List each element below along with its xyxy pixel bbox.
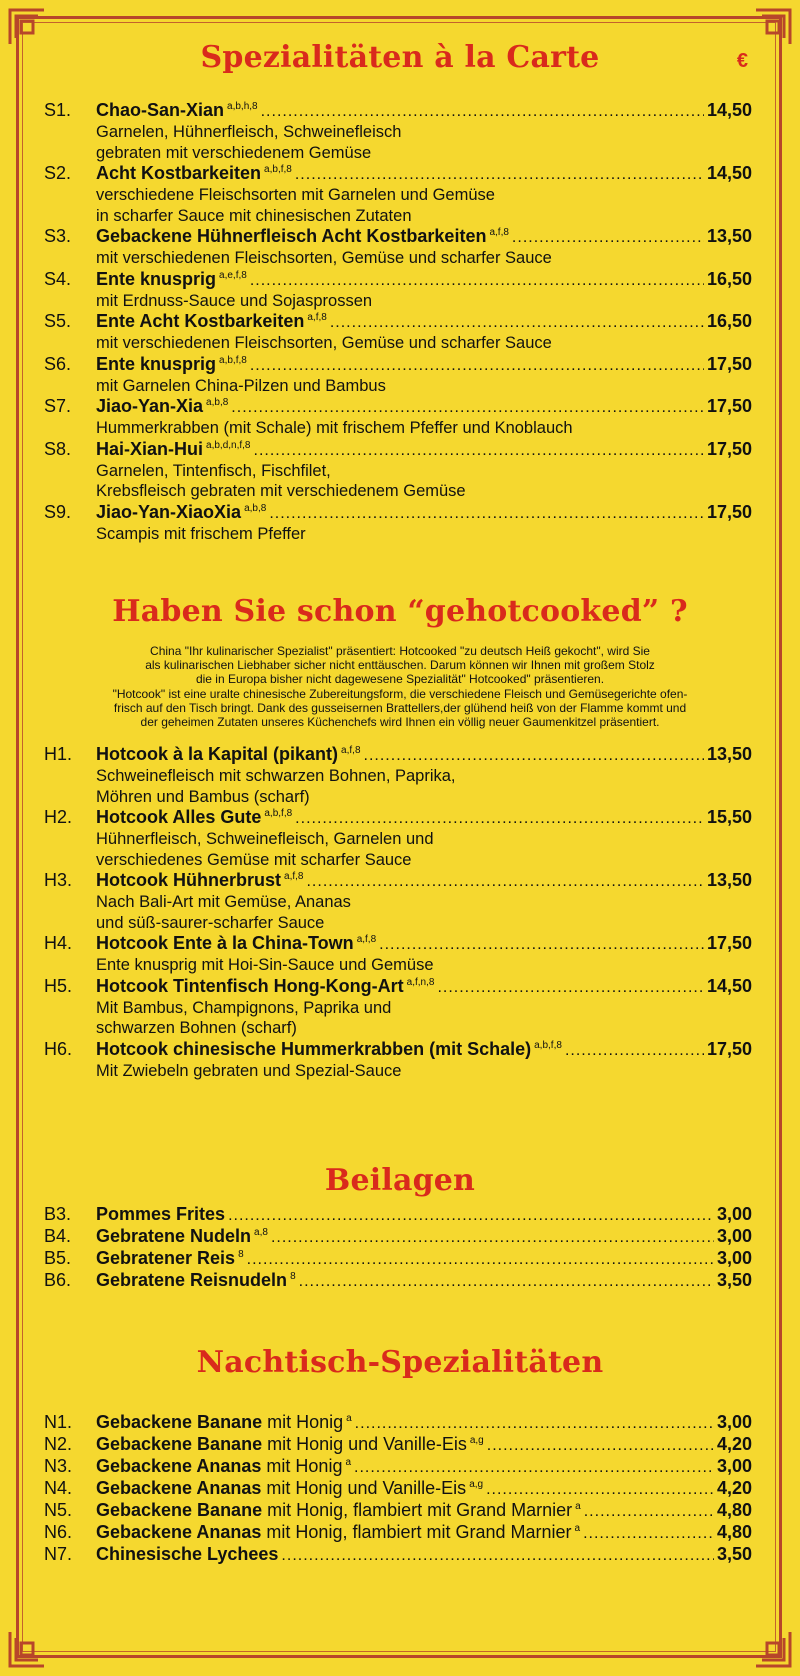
item-code: H5. — [44, 975, 73, 996]
section-title-hotcook: Haben Sie schon “gehotcooked” ? — [112, 594, 688, 629]
sides-list — [44, 1204, 752, 1292]
item-name — [96, 1434, 484, 1455]
menu-item — [44, 100, 752, 163]
item-code: H1. — [44, 744, 73, 764]
item-description: Garnelen, Hühnerfleisch, Schweinefleisch — [96, 123, 402, 141]
allergen-codes: a,f,8 — [307, 312, 327, 323]
item-name-text: Gebackene Banane — [96, 1434, 263, 1454]
item-name-text: Gebratener Reis — [96, 1248, 236, 1268]
menu-item-row — [44, 1204, 752, 1226]
item-name-text: Gebackene Hühnerfleisch Acht Kostbarkeiten — [96, 226, 487, 246]
currency-label: € — [736, 50, 748, 72]
dot-leader — [584, 1503, 714, 1521]
dot-leader — [487, 1437, 714, 1455]
menu-item-row — [44, 870, 752, 892]
item-name-text: Jiao-Yan-XiaoXia — [96, 501, 242, 522]
item-name-text: Gebackene Ananas — [96, 1456, 262, 1476]
item-code: N7. — [44, 1544, 73, 1564]
item-description: Mit Bambus, Champignons, Paprika und — [96, 998, 392, 1017]
menu-item-row — [44, 1500, 752, 1522]
dot-leader — [330, 314, 704, 332]
item-description: mit Erdnuss-Sauce und Sojasprossen — [96, 291, 373, 310]
item-price: 4,20 — [716, 1478, 752, 1498]
item-price: 3,50 — [716, 1544, 752, 1564]
item-name-text: Hotcook chinesische Hummerkrabben (mit Schale) — [96, 1038, 532, 1059]
item-code: S4. — [44, 268, 72, 289]
item-name — [96, 1270, 296, 1291]
dot-leader — [250, 357, 704, 375]
dot-leader — [364, 747, 704, 765]
item-price: 3,50 — [716, 1270, 752, 1290]
corner-ornament-icon — [8, 1630, 46, 1668]
menu-item-row — [44, 311, 752, 333]
intro-line: als kulinarischen Liebhaber sicher nicht enttäuschen. Darum können wir Ihnen mit großem Stolz — [145, 658, 655, 673]
menu-item — [44, 354, 752, 397]
item-name — [96, 744, 361, 765]
item-name-text: Gebackene Banane — [96, 1500, 263, 1520]
item-name — [96, 976, 434, 997]
item-price: 13,50 — [706, 226, 752, 246]
item-code: N6. — [44, 1522, 73, 1542]
corner-ornament-icon — [754, 1630, 792, 1668]
item-name-text: Hotcook Tintenfisch Hong-Kong-Art — [96, 975, 404, 996]
item-name-text: Pommes Frites — [96, 1204, 226, 1224]
dot-leader — [437, 979, 704, 997]
item-name-text: Hai-Xian-Hui — [96, 438, 204, 459]
item-price: 16,50 — [706, 311, 752, 331]
item-description: Mit Zwiebeln gebraten und Spezial-Sauce — [96, 1061, 402, 1080]
allergen-codes: a,e,f,8 — [219, 269, 247, 281]
menu-item-row — [44, 269, 752, 291]
item-name — [96, 1039, 562, 1060]
item-name-text: Ente knusprig — [96, 353, 217, 374]
dot-leader — [512, 229, 704, 247]
menu-item — [44, 1478, 752, 1500]
item-code: S5. — [44, 311, 72, 331]
allergen-codes: a,f,n,8 — [406, 976, 435, 988]
item-price: 17,50 — [706, 353, 752, 374]
specials-list — [44, 100, 752, 544]
menu-item-row — [44, 1478, 752, 1500]
section-title-specials: Spezialitäten à la Carte — [200, 40, 600, 75]
item-description: verschiedene Fleischsorten mit Garnelen und Gemüse — [96, 186, 495, 204]
item-name-extra: mit Honig, flambiert mit Grand Marnier — [262, 1500, 573, 1520]
dot-leader — [271, 1229, 714, 1247]
item-name — [96, 870, 303, 891]
menu-item — [44, 1270, 752, 1292]
item-name — [96, 1544, 278, 1565]
item-name — [96, 807, 292, 828]
allergen-codes: a — [574, 1523, 581, 1534]
item-code: S8. — [44, 438, 72, 459]
menu-item-row — [44, 1544, 752, 1566]
item-name-text: Gebackene Ananas — [96, 1478, 262, 1498]
item-code: N3. — [44, 1456, 73, 1476]
item-name — [96, 1204, 225, 1225]
menu-item — [44, 933, 752, 976]
allergen-codes: a,b,8 — [244, 502, 267, 514]
menu-item-row — [44, 439, 752, 461]
allergen-codes: 8 — [290, 1271, 296, 1282]
menu-item — [44, 502, 752, 545]
item-name-extra: mit Honig — [261, 1456, 343, 1476]
menu-item-row — [44, 1412, 752, 1434]
menu-item — [44, 1500, 752, 1522]
allergen-codes: a,b,f,8 — [264, 808, 293, 819]
menu-item — [44, 1456, 752, 1478]
allergen-codes: a,f,8 — [356, 934, 377, 945]
item-name — [96, 933, 376, 954]
item-description: schwarzen Bohnen (scharf) — [96, 1019, 297, 1037]
menu-item — [44, 311, 752, 354]
dot-leader — [250, 272, 704, 290]
item-code: S2. — [44, 163, 72, 183]
item-name — [96, 163, 292, 184]
allergen-codes: 8 — [238, 1249, 244, 1260]
menu-item — [44, 1248, 752, 1270]
item-description: Möhren und Bambus (scharf) — [96, 787, 310, 806]
menu-item-row — [44, 163, 752, 185]
item-price: 4,80 — [716, 1522, 752, 1542]
dot-leader — [231, 399, 704, 417]
item-code: B5. — [44, 1248, 72, 1268]
item-price: 3,00 — [716, 1456, 752, 1476]
item-price: 17,50 — [706, 438, 752, 459]
intro-line: der geheimen Zutaten unseres Küchenchefs wird Ihnen ein völlig neuer Gaumenkitzel präsentiert. — [140, 715, 660, 730]
dot-leader — [306, 873, 703, 891]
dot-leader — [228, 1207, 714, 1225]
dot-leader — [565, 1042, 704, 1060]
menu-item — [44, 976, 752, 1039]
item-code: B4. — [44, 1226, 72, 1246]
menu-item — [44, 269, 752, 312]
item-code: N1. — [44, 1412, 73, 1432]
item-code: H4. — [44, 933, 73, 953]
dot-leader — [379, 936, 704, 954]
item-price: 3,00 — [716, 1204, 752, 1224]
item-price: 3,00 — [716, 1248, 752, 1268]
item-code: S6. — [44, 353, 72, 374]
menu-item-row — [44, 1226, 752, 1248]
menu-item — [44, 1522, 752, 1544]
item-description: Garnelen, Tintenfisch, Fischfilet, — [96, 461, 331, 480]
menu-item-row — [44, 1039, 752, 1061]
item-description: Hühnerfleisch, Schweinefleisch, Garnelen und — [96, 830, 434, 848]
allergen-codes: a,b,8 — [206, 397, 229, 408]
item-code: B3. — [44, 1204, 72, 1224]
item-price: 17,50 — [706, 1038, 752, 1059]
allergen-codes: a — [346, 1413, 352, 1424]
item-price: 4,80 — [716, 1500, 752, 1520]
dot-leader — [281, 1547, 714, 1565]
menu-item-row — [44, 1522, 752, 1544]
menu-item — [44, 1204, 752, 1226]
item-price: 17,50 — [706, 396, 752, 416]
item-price: 15,50 — [706, 807, 752, 827]
item-description: in scharfer Sauce mit chinesischen Zutaten — [96, 206, 412, 225]
allergen-codes: a — [575, 1501, 581, 1512]
item-name — [96, 1522, 580, 1543]
intro-line: die in Europa bisher nicht dagewesene Spezialität" Hotcooked" präsentieren. — [195, 672, 605, 687]
item-name — [96, 1456, 351, 1477]
menu-item — [44, 807, 752, 870]
section-title-desserts: Nachtisch-Spezialitäten — [196, 1345, 604, 1380]
item-name — [96, 1226, 268, 1247]
menu-item — [44, 396, 752, 439]
item-price: 3,00 — [716, 1226, 752, 1246]
menu-item — [44, 226, 752, 269]
item-code: H6. — [44, 1038, 73, 1059]
allergen-codes: a,b,d,n,f,8 — [206, 439, 251, 451]
allergen-codes: a,b,f,8 — [219, 354, 247, 366]
allergen-codes: a,b,f,8 — [534, 1039, 562, 1051]
item-code: H3. — [44, 870, 73, 890]
item-name-extra: mit Honig, flambiert mit Grand Marnier — [261, 1522, 572, 1542]
item-code: S3. — [44, 226, 72, 246]
intro-line: China "Ihr kulinarischer Spezialist" präsentiert: Hotcooked "zu deutsch Heiß gekocht", wird Sie — [150, 644, 650, 658]
menu-item-row — [44, 1270, 752, 1292]
item-name-text: Ente Acht Kostbarkeiten — [96, 311, 305, 331]
item-name-extra: mit Honig und Vanille-Eis — [261, 1478, 467, 1498]
item-name-text: Ente knusprig — [96, 268, 217, 289]
item-name-text: Chinesische Lychees — [96, 1544, 279, 1564]
item-name — [96, 439, 251, 460]
item-description: verschiedenes Gemüse mit scharfer Sauce — [96, 850, 412, 869]
menu-item-row — [44, 354, 752, 376]
menu-item-row — [44, 502, 752, 524]
item-name-text: Hotcook Ente à la China-Town — [96, 933, 354, 953]
item-description: mit Garnelen China-Pilzen und Bambus — [96, 376, 386, 395]
item-code: S7. — [44, 396, 72, 416]
item-price: 14,50 — [706, 100, 752, 120]
item-name-text: Gebackene Banane — [96, 1412, 263, 1432]
item-code: B6. — [44, 1270, 72, 1290]
item-price: 13,50 — [706, 870, 752, 890]
item-name — [96, 1500, 581, 1521]
menu-item — [44, 163, 752, 226]
item-description: gebraten mit verschiedenem Gemüse — [96, 143, 372, 162]
item-description: Schweinefleisch mit schwarzen Bohnen, Paprika, — [96, 767, 456, 785]
menu-item — [44, 1544, 752, 1566]
item-name-text: Jiao-Yan-Xia — [96, 396, 204, 416]
dot-leader — [295, 810, 704, 828]
item-description: Scampis mit frischem Pfeffer — [96, 524, 306, 543]
menu-item-row — [44, 1248, 752, 1270]
hotcook-intro-text — [40, 644, 760, 729]
item-code: S9. — [44, 501, 72, 522]
intro-line: frisch auf den Tisch bringt. Dank des gusseisernen Brattellers,der glühend heiß von der Flamme kommt und — [113, 700, 687, 715]
menu-item — [44, 870, 752, 933]
item-name — [96, 502, 266, 523]
item-price: 17,50 — [706, 933, 752, 953]
item-name-text: Chao-San-Xian — [96, 100, 225, 120]
item-description: mit verschiedenen Fleischsorten, Gemüse und scharfer Sauce — [96, 334, 552, 352]
item-name-text: Hotcook à la Kapital (pikant) — [96, 744, 339, 764]
item-code: N2. — [44, 1434, 73, 1454]
item-price: 3,00 — [716, 1412, 752, 1432]
item-name-text: Gebratene Nudeln — [96, 1226, 252, 1246]
item-description: mit verschiedenen Fleischsorten, Gemüse und scharfer Sauce — [96, 249, 552, 267]
dot-leader — [254, 442, 704, 460]
menu-item — [44, 439, 752, 502]
item-price: 16,50 — [706, 268, 752, 289]
item-description: Ente knusprig mit Hoi-Sin-Sauce und Gemüse — [96, 956, 434, 974]
menu-item-row — [44, 1456, 752, 1478]
dot-leader — [261, 103, 704, 121]
item-description: und süß-saurer-scharfer Sauce — [96, 913, 325, 932]
item-name-text: Hotcook Alles Gute — [96, 807, 262, 827]
item-name — [96, 311, 327, 332]
menu-item — [44, 1039, 752, 1082]
item-price: 4,20 — [716, 1434, 752, 1454]
allergen-codes: a,g — [469, 1435, 484, 1446]
intro-line: "Hotcook" ist eine uralte chinesische Zubereitungsform, die verschiedene Fleisch und Gemüsegerichte ofen- — [112, 686, 688, 701]
allergen-codes: a,b,f,8 — [264, 164, 292, 175]
menu-item — [44, 744, 752, 807]
dot-leader — [355, 1415, 714, 1433]
item-name-text: Gebratene Reisnudeln — [96, 1270, 288, 1290]
allergen-codes: a,g — [469, 1479, 484, 1490]
desserts-list — [44, 1412, 752, 1566]
dot-leader — [247, 1251, 714, 1269]
item-code: N4. — [44, 1478, 73, 1498]
menu-item-row — [44, 744, 752, 766]
item-name-extra: mit Honig — [262, 1412, 344, 1432]
menu-item-row — [44, 100, 752, 122]
allergen-codes: a,8 — [254, 1227, 268, 1238]
dot-leader — [295, 166, 704, 184]
menu-item-row — [44, 807, 752, 829]
item-description: Hummerkrabben (mit Schale) mit frischem Pfeffer und Knoblauch — [96, 419, 573, 437]
item-price: 13,50 — [706, 744, 752, 764]
item-name — [96, 100, 258, 121]
menu-item — [44, 1226, 752, 1248]
item-name — [96, 354, 247, 375]
menu-item-row — [44, 396, 752, 418]
allergen-codes: a,f,8 — [284, 871, 304, 882]
item-name-text: Acht Kostbarkeiten — [96, 163, 262, 183]
dot-leader — [486, 1481, 714, 1499]
menu-item-row — [44, 976, 752, 998]
item-name — [96, 269, 247, 290]
item-code: N5. — [44, 1500, 73, 1520]
allergen-codes: a — [345, 1457, 352, 1468]
allergen-codes: a,f,8 — [341, 745, 361, 756]
item-name — [96, 226, 509, 247]
menu-item-row — [44, 933, 752, 955]
item-description: Krebsfleisch gebraten mit verschiedenem Gemüse — [96, 482, 466, 500]
item-code: H2. — [44, 807, 73, 827]
item-name-text: Gebackene Ananas — [96, 1522, 262, 1542]
dot-leader — [583, 1525, 714, 1543]
item-price: 17,50 — [706, 501, 752, 522]
item-code: S1. — [44, 100, 72, 120]
allergen-codes: a,b,h,8 — [227, 101, 258, 112]
item-description: Nach Bali-Art mit Gemüse, Ananas — [96, 893, 351, 911]
item-name — [96, 1248, 244, 1269]
item-name-text: Hotcook Hühnerbrust — [96, 870, 282, 890]
item-name-extra: mit Honig und Vanille-Eis — [262, 1434, 467, 1454]
dot-leader — [269, 505, 704, 523]
item-name — [96, 1478, 483, 1499]
dot-leader — [299, 1273, 714, 1291]
menu-item — [44, 1434, 752, 1456]
item-name — [96, 1412, 352, 1433]
allergen-codes: a,f,8 — [489, 227, 509, 238]
menu-item-row — [44, 1434, 752, 1456]
menu-item — [44, 1412, 752, 1434]
item-price: 14,50 — [706, 975, 752, 996]
item-name — [96, 396, 228, 417]
item-price: 14,50 — [706, 163, 752, 183]
dot-leader — [354, 1459, 714, 1477]
hotcook-list — [44, 744, 752, 1081]
section-title-sides: Beilagen — [324, 1163, 476, 1198]
menu-item-row — [44, 226, 752, 248]
